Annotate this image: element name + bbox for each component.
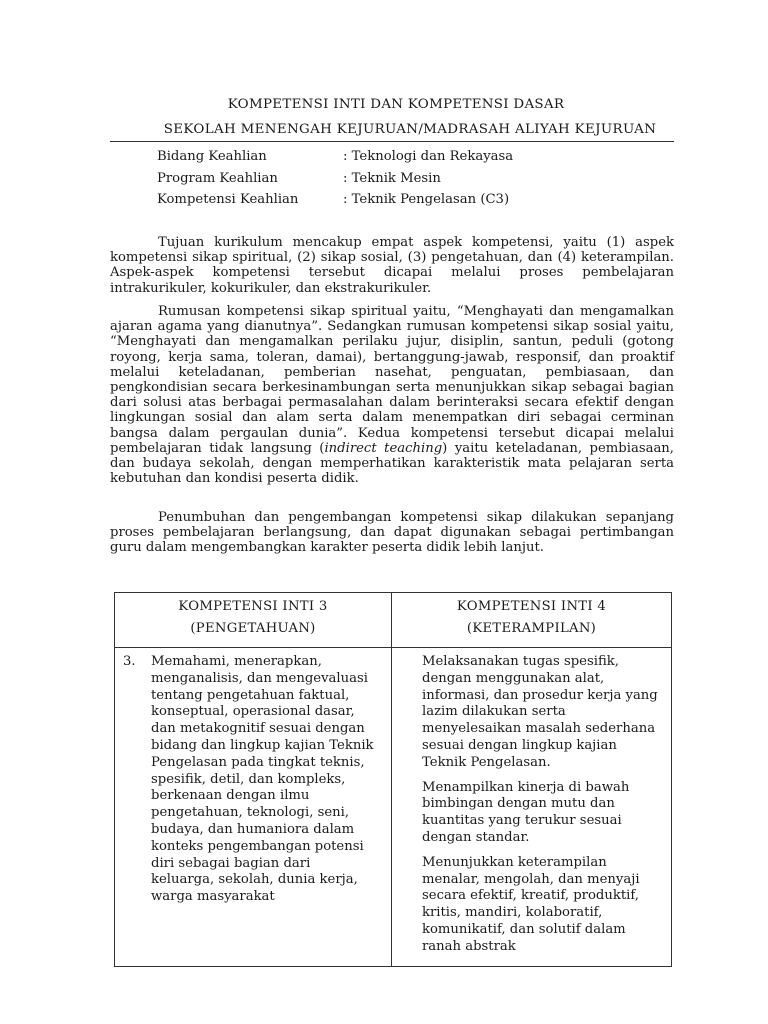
paragraph-attitude-development: Penumbuhan dan pengembangan kompetensi sikap dilakukan sepanjang proses pembelajaran berlangsung, dan dapat digunakan sebagai pertimbangan guru dalam mengembangkan karakter peserta didik lebih lanjut. <box>110 510 674 556</box>
title-divider <box>110 141 674 142</box>
program-info-value: : Teknologi dan Rekayasa <box>343 149 514 164</box>
ki3-item <box>121 654 385 906</box>
program-info-key: Kompetensi Keahlian <box>157 192 299 207</box>
header-ki3 <box>115 593 392 648</box>
ki3-cell <box>115 648 392 967</box>
paragraph-curriculum-goals: Tujuan kurikulum mencakup empat aspek kompetensi, yaitu (1) aspek kompetensi sikap spiritual, (2) sikap sosial, (3) pengetahuan, dan (4) keterampilan. Aspek-aspek kompetensi tersebut dicapai melalui proses pembelajaran intrakurikuler, kokurikuler, dan ekstrakurikuler. <box>110 235 674 296</box>
program-info-key: Program Keahlian <box>157 170 278 186</box>
ki4-paragraph: Melaksanakan tugas spesifik, dengan menggunakan alat, informasi, dan prosedur kerja yang lazim dilakukan serta menyelesaikan masalah sederhana sesuai dengan lingkup kajian Teknik Pengelasan. <box>422 654 658 770</box>
italic-term: indirect teaching <box>324 440 443 456</box>
header-ki3-title: KOMPETENSI INTI 3 <box>178 599 328 614</box>
ki4-cell <box>392 648 672 967</box>
program-info-row <box>157 168 637 190</box>
program-info-row <box>157 189 637 211</box>
program-info-value: : Teknik Mesin <box>343 170 441 186</box>
header-ki4-title: KOMPETENSI INTI 4 <box>456 599 607 614</box>
header-ki4 <box>392 593 672 648</box>
program-info <box>157 146 637 211</box>
ki3-text: Memahami, menerapkan, menganalisis, dan mengevaluasi tentang pengetahuan faktual, konseptual, operasional dasar, dan metakognitif sesuai dengan bidang dan lingkup kajian Teknik Pengelasan pada tingkat teknis, spesifik, detil, dan kompleks, berkenaan dengan ilmu pengetahuan, teknologi, seni, budaya, dan humaniora dalam konteks pengembangan potensi diri sebagai bagian dari keluarga, sekolah, dunia kerja, warga masyarakat <box>151 654 374 905</box>
paragraph-text: ) yaitu keteladanan, pembiasaan, dan budaya sekolah, dengan memperhatikan karakteristik mata pelajaran serta kebutuhan dan kondisi peserta didik. <box>110 440 674 487</box>
program-info-key: Bidang Keahlian <box>157 149 267 164</box>
ki4-paragraph: Menunjukkan keterampilan menalar, mengolah, dan menyaji secara efektif, kreatif, produktif, kritis, mandiri, kolaboratif, komunikatif, dan solutif dalam ranah abstrak <box>422 854 640 954</box>
table-header-row <box>115 593 672 648</box>
paragraph-text: Rumusan kompetensi sikap spiritual yaitu, “Menghayati dan mengamalkan ajaran agama yang dianutnya”. Sedangkan rumusan kompetensi sikap sosial yaitu, “Menghayati dan mengamalkan perilaku jujur, disiplin, santun, peduli (gotong royong, kerja sama, toleran, damai), bertanggung-jawab, responsif, dan proaktif melalui keteladanan, pemberian nasehat, penguatan, pembiasaan, dan pengkondisian secara berkesinambungan serta menunjukkan sikap sebagai bagian dari solusi atas berbagai permasalahan dalam berinteraksi secara efektif dengan lingkungan sosial dan alam serta dalam menempatkan diri sebagai cerminan bangsa dalam pergaulan dunia”. Kedua kompetensi tersebut dicapai melalui pembelajaran tidak langsung ( <box>110 304 674 456</box>
header-ki3-subtitle: (PENGETAHUAN) <box>190 621 316 636</box>
program-info-value: : Teknik Pengelasan (C3) <box>343 192 510 207</box>
ki4-paragraph: Menampilkan kinerja di bawah bimbingan dengan mutu dan kuantitas yang terukur sesuai dengan standar. <box>422 779 630 845</box>
program-info-row <box>157 146 637 168</box>
document-title: KOMPETENSI INTI DAN KOMPETENSI DASAR <box>227 97 565 112</box>
ki3-number: 3. <box>123 654 136 669</box>
table-row <box>115 648 672 967</box>
paragraph-attitude-competence <box>110 304 674 486</box>
document-subtitle: SEKOLAH MENENGAH KEJURUAN/MADRASAH ALIYAH KEJURUAN <box>163 122 657 137</box>
header-ki4-subtitle: (KETERAMPILAN) <box>466 621 597 636</box>
competency-table <box>114 592 672 967</box>
